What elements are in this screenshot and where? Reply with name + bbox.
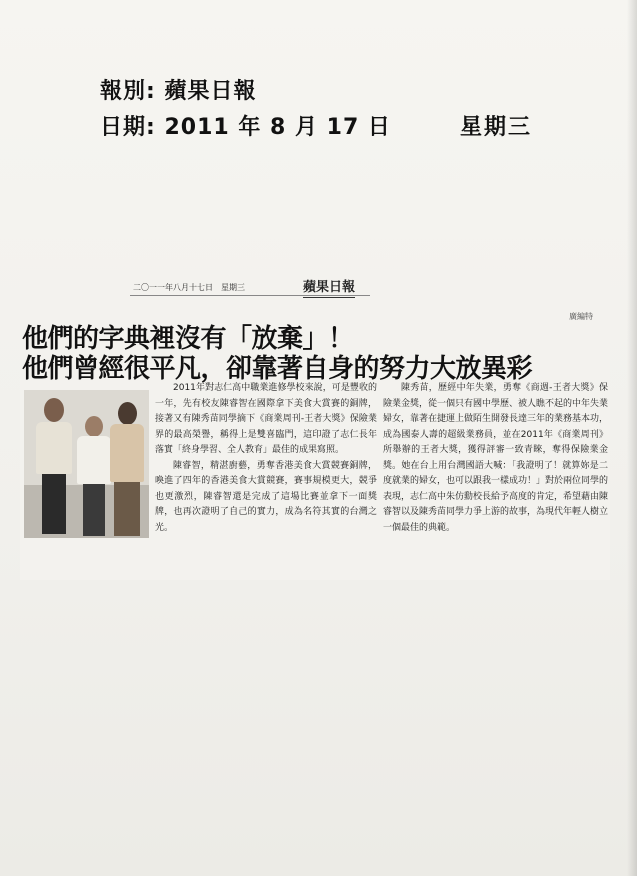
masthead-divider <box>130 295 370 296</box>
date-line: 日期: 2011 年 8 月 17 日 <box>100 115 391 140</box>
headline-main: 他們的字典裡沒有「放棄」！ <box>22 324 354 354</box>
article-column-1 <box>155 381 377 536</box>
weekday-label: 星期三 <box>460 115 533 140</box>
headline-sub: 他們曾經很平凡，卻靠著自身的努力大放異彩 <box>22 354 533 384</box>
clipping-paper-name: 蘋果日報 <box>303 276 355 298</box>
group-photo <box>24 390 149 538</box>
person-left <box>34 396 74 536</box>
article-paragraph: 陳秀苗，歷經中年失業，勇奪《商週-王者大獎》保險業金獎，從一個只有國中學歷、被人瞧不起的中年失業婦女，靠著在捷運上做陌生開發長達三年的業務基本功，成為國泰人壽的超級業務員，並在2011年《商業周刊》所舉辦的王者大獎，獲得評審一致青睞，奪得保險業金獎。她在台上用台灣國語大喊：「我證明了！就算妳是二度就業的婦女，也可以跟我一樣成功！」對於兩位同學的表現，志仁高中朱仿勳校長給予高度的肯定，希望藉由陳睿智以及陳秀苗同學力爭上游的故事，為現代年輕人樹立一個最佳的典範。 <box>383 383 609 533</box>
person-right <box>108 400 146 536</box>
article-column-2 <box>383 381 608 536</box>
page-edge-shadow <box>627 0 637 876</box>
clipping-date: 二〇一一年八月十七日 星期三 <box>133 283 245 292</box>
article-paragraph: 陳睿智，精湛廚藝，勇奪香港美食大賞競賽銅牌，喚進了四年的香港美食大賞競賽，賽事規模更大，競爭也更激烈，陳睿智還是完成了這場比賽並拿下一面獎牌，也再次證明了自己的實力，成為名符其實的台灣之光。 <box>155 460 377 533</box>
advertorial-tag: 廣編特 <box>569 312 593 321</box>
article-paragraph: 2011年對志仁高中職業進修學校來說，可是豐收的一年，先有校友陳睿智在國際拿下美食大賞賽的銅牌，接著又有陳秀苗同學摘下《商業周刊-王者大獎》保險業界的最高榮譽，稱得上是雙喜臨門，這印證了志仁長年落實「終身學習、全人教育」最佳的成果寫照。 <box>155 383 377 455</box>
paper-name-line: 報別: 蘋果日報 <box>100 79 257 104</box>
